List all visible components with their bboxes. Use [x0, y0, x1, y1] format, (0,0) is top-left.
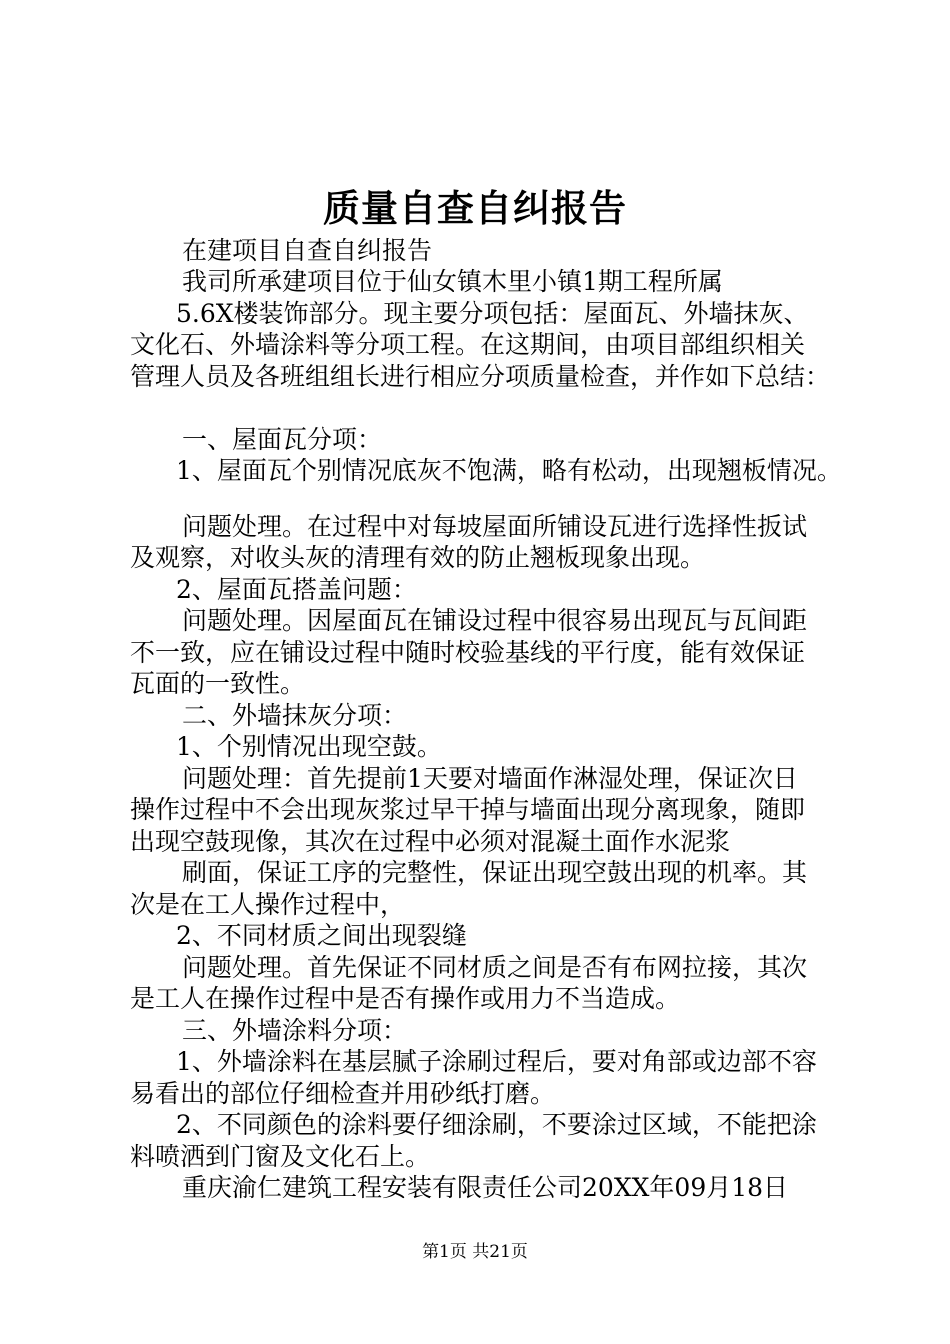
text-line-24: 三、外墙涂料分项：: [182, 1016, 408, 1045]
text-line-8: 问题处理。在过程中对每坡屋面所铺设瓦进行选择性扳试: [182, 512, 808, 541]
text-line-2: 我司所承建项目位于仙女镇木里小镇1期工程所属: [182, 267, 723, 296]
page-footer: 第1页 共21页: [422, 1242, 528, 1262]
text-line-12: 不一致，应在铺设过程中随时校验基线的平行度，能有效保证: [130, 638, 806, 667]
text-line-11: 问题处理。因屋面瓦在铺设过程中很容易出现瓦与瓦间距: [182, 606, 808, 635]
text-line-27: 2、不同颜色的涂料要仔细涂刷，不要涂过区域，不能把涂: [176, 1110, 817, 1139]
text-line-9: 及观察，对收头灰的清理有效的防止翘板现象出现。: [130, 543, 706, 572]
text-line-3: 5.6X楼装饰部分。现主要分项包括：屋面瓦、外墙抹灰、: [176, 299, 809, 328]
text-line-23: 是工人在操作过程中是否有操作或用力不当造成。: [130, 984, 681, 1013]
text-line-5: 管理人员及各班组组长进行相应分项质量检查，并作如下总结：: [130, 362, 831, 391]
text-line-14: 二、外墙抹灰分项：: [182, 701, 408, 730]
text-line-26: 易看出的部位仔细检查并用砂纸打磨。: [130, 1079, 556, 1108]
text-line-16: 问题处理：首先提前1天要对墙面作淋湿处理，保证次日: [182, 764, 798, 793]
text-line-4: 文化石、外墙涂料等分项工程。在这期间，由项目部组织相关: [130, 330, 806, 359]
text-line-13: 瓦面的一致性。: [130, 669, 306, 698]
text-line-29: 重庆渝仁建筑工程安装有限责任公司20XX年09月18日: [182, 1173, 789, 1202]
text-line-15: 1、个别情况出现空鼓。: [176, 732, 442, 761]
text-line-6: 一、屋面瓦分项：: [182, 425, 383, 454]
text-line-21: 2、不同材质之间出现裂缝: [176, 921, 467, 950]
text-line-20: 次是在工人操作过程中，: [130, 890, 406, 919]
text-line-22: 问题处理。首先保证不同材质之间是否有布网拉接，其次: [182, 953, 808, 982]
text-line-25: 1、外墙涂料在基层腻子涂刷过程后，要对角部或边部不容: [176, 1047, 817, 1076]
text-line-10: 2、屋面瓦搭盖问题：: [176, 575, 417, 604]
page-title: 质量自查自纠报告: [323, 186, 627, 230]
text-line-18: 出现空鼓现像，其次在过程中必须对混凝土面作水泥浆: [130, 827, 731, 856]
text-line-28: 料喷洒到门窗及文化石上。: [130, 1142, 431, 1171]
text-line-7: 1、屋面瓦个别情况底灰不饱满，略有松动，出现翘板情况。: [176, 456, 842, 485]
text-line-1: 在建项目自查自纠报告: [182, 236, 433, 265]
text-line-17: 操作过程中不会出现灰浆过早干掉与墙面出现分离现象，随即: [130, 795, 806, 824]
text-line-19: 刷面，保证工序的完整性，保证出现空鼓出现的机率。其: [182, 858, 808, 887]
